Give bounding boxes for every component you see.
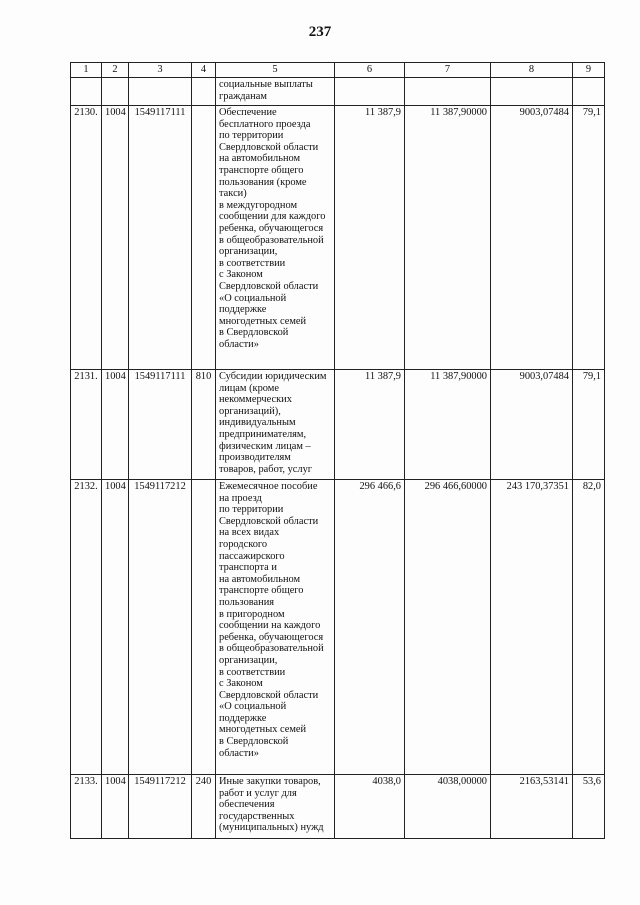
cell-approved-amount: 296 466,6 bbox=[335, 480, 405, 775]
cell-description: Субсидии юридическим лицам (кроме некоммерческих организаций), индивидуальным предпринимателям, физическим лицам – производителям товаров, работ, услуг bbox=[216, 370, 335, 480]
cell-execution-percent: 53,6 bbox=[573, 775, 605, 839]
cell-target-code: 1549117111 bbox=[129, 106, 192, 370]
cell-execution-percent: 79,1 bbox=[573, 106, 605, 370]
page-number: 237 bbox=[308, 24, 332, 40]
budget-table bbox=[70, 62, 605, 839]
cell-description: Иные закупки товаров, работ и услуг для обеспечения государственных (муниципальных) нужд bbox=[216, 775, 335, 839]
cell-refined-amount: 11 387,90000 bbox=[405, 370, 491, 480]
header-cell-8: 8 bbox=[491, 63, 573, 78]
cell-executed-amount bbox=[491, 78, 573, 106]
table-row bbox=[71, 370, 605, 480]
cell-execution-percent bbox=[573, 78, 605, 106]
header-cell-6: 6 bbox=[335, 63, 405, 78]
cell-execution-percent: 82,0 bbox=[573, 480, 605, 775]
cell-description: Ежемесячное пособие на проезд по территории Свердловской области на всех видах городского пассажирского транспорта и на автомобильном транспорте общего пользования в пригородном сообщении на каждого ребенка, обучающегося в общеобразовательной организации, в соответствии с Законом Свердловской области «О социальной поддержке многодетных семей в Свердловской области» bbox=[216, 480, 335, 775]
cell-refined-amount: 4038,00000 bbox=[405, 775, 491, 839]
cell-section: 1004 bbox=[102, 775, 129, 839]
cell-execution-percent: 79,1 bbox=[573, 370, 605, 480]
cell-number: 2132. bbox=[71, 480, 102, 775]
cell-expense-type bbox=[192, 106, 216, 370]
table-row bbox=[71, 106, 605, 370]
cell-expense-type: 240 bbox=[192, 775, 216, 839]
cell-number: 2131. bbox=[71, 370, 102, 480]
cell-approved-amount bbox=[335, 78, 405, 106]
cell-refined-amount: 11 387,90000 bbox=[405, 106, 491, 370]
table-row bbox=[71, 775, 605, 839]
cell-refined-amount bbox=[405, 78, 491, 106]
table-row bbox=[71, 480, 605, 775]
cell-refined-amount: 296 466,60000 bbox=[405, 480, 491, 775]
header-cell-2: 2 bbox=[102, 63, 129, 78]
cell-executed-amount: 9003,07484 bbox=[491, 370, 573, 480]
cell-section: 1004 bbox=[102, 106, 129, 370]
cell-number: 2130. bbox=[71, 106, 102, 370]
cell-expense-type bbox=[192, 480, 216, 775]
cell-approved-amount: 11 387,9 bbox=[335, 370, 405, 480]
cell-target-code: 1549117212 bbox=[129, 480, 192, 775]
cell-executed-amount: 243 170,37351 bbox=[491, 480, 573, 775]
cell-section: 1004 bbox=[102, 370, 129, 480]
cell-target-code: 1549117212 bbox=[129, 775, 192, 839]
cell-target-code: 1549117111 bbox=[129, 370, 192, 480]
cell-number: 2133. bbox=[71, 775, 102, 839]
header-cell-9: 9 bbox=[573, 63, 605, 78]
cell-executed-amount: 2163,53141 bbox=[491, 775, 573, 839]
cell-expense-type: 810 bbox=[192, 370, 216, 480]
cell-approved-amount: 4038,0 bbox=[335, 775, 405, 839]
header-cell-5: 5 bbox=[216, 63, 335, 78]
header-cell-1: 1 bbox=[71, 63, 102, 78]
cell-executed-amount: 9003,07484 bbox=[491, 106, 573, 370]
header-cell-7: 7 bbox=[405, 63, 491, 78]
cell-section bbox=[102, 78, 129, 106]
cell-expense-type bbox=[192, 78, 216, 106]
cell-approved-amount: 11 387,9 bbox=[335, 106, 405, 370]
cell-description: социальные выплаты гражданам bbox=[216, 78, 335, 106]
header-row bbox=[71, 63, 605, 78]
cell-description: Обеспечение бесплатного проезда по территории Свердловской области на автомобильном транспорте общего пользования (кроме такси) в междугородном сообщении для каждого ребенка, обучающегося в общеобразовательной организации, в соответствии с Законом Свердловской области «О социальной поддержке многодетных семей в Свердловской области» bbox=[216, 106, 335, 370]
cell-section: 1004 bbox=[102, 480, 129, 775]
header-cell-4: 4 bbox=[192, 63, 216, 78]
cell-number bbox=[71, 78, 102, 106]
continuation-row bbox=[71, 78, 605, 106]
header-cell-3: 3 bbox=[129, 63, 192, 78]
cell-target-code bbox=[129, 78, 192, 106]
